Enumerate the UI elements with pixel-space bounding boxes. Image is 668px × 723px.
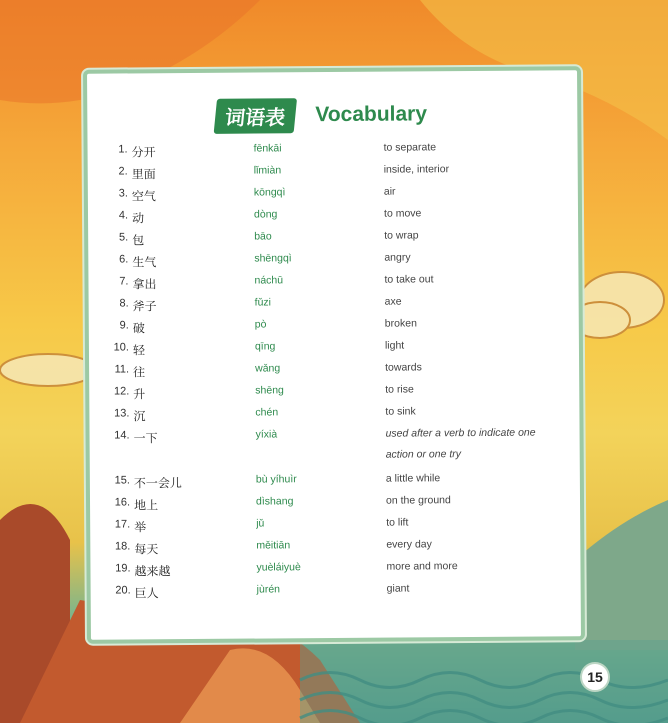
- item-number: 20.: [115, 584, 131, 597]
- item-meaning: axe: [384, 295, 402, 308]
- item-hanzi: 生气: [132, 255, 157, 270]
- item-hanzi: 轻: [132, 343, 146, 358]
- item-meaning: inside, interior: [383, 163, 450, 176]
- item-meaning: to wrap: [384, 229, 419, 242]
- item-pinyin: yuèláiyuè: [256, 561, 301, 574]
- item-number: 4.: [118, 209, 129, 222]
- item-pinyin: jǔ: [256, 517, 265, 530]
- item-pinyin: kōngqì: [253, 186, 286, 199]
- item-meaning: to lift: [386, 516, 409, 529]
- item-meaning: to move: [383, 207, 422, 220]
- item-pinyin: yíxià: [255, 428, 278, 441]
- item-pinyin: měitiān: [256, 539, 291, 552]
- item-hanzi: 里面: [131, 167, 156, 182]
- item-number: 15.: [114, 474, 130, 487]
- item-meaning: to sink: [385, 405, 416, 418]
- item-meaning: air: [383, 185, 396, 198]
- item-pinyin: dòng: [253, 208, 278, 221]
- item-pinyin: shēngqì: [254, 252, 292, 265]
- item-number: 11.: [114, 363, 130, 376]
- title-row: [215, 97, 427, 132]
- item-pinyin: chén: [255, 406, 279, 419]
- vocabulary-panel: [83, 66, 585, 643]
- item-hanzi: 斧子: [132, 299, 157, 314]
- item-hanzi: 一下: [133, 431, 158, 446]
- item-meaning: every day: [386, 538, 432, 551]
- item-pinyin: fēnkāi: [253, 142, 282, 155]
- item-hanzi: 举: [134, 520, 147, 535]
- item-number: 12.: [113, 385, 130, 398]
- item-meaning: giant: [386, 582, 410, 595]
- list-item: [91, 581, 581, 606]
- item-number: 3.: [118, 187, 128, 200]
- item-pinyin: dìshang: [255, 495, 294, 508]
- item-meaning: angry: [384, 251, 411, 264]
- item-number: 14.: [114, 429, 130, 442]
- item-number: 17.: [114, 518, 131, 531]
- item-hanzi: 破: [132, 321, 145, 336]
- item-number: 1.: [118, 143, 128, 156]
- item-hanzi: 动: [131, 211, 145, 226]
- item-pinyin: lǐmiàn: [253, 164, 282, 177]
- item-meaning: towards: [385, 361, 422, 374]
- item-number: 7.: [119, 275, 129, 288]
- item-meaning: broken: [384, 317, 417, 330]
- item-meaning: used after a verb to indicate one action or one try: [385, 426, 536, 461]
- item-hanzi: 空气: [131, 189, 156, 204]
- item-pinyin: bāo: [254, 230, 272, 243]
- list-item: [90, 426, 580, 473]
- item-number: 18.: [114, 540, 131, 553]
- vocabulary-list: [88, 140, 578, 601]
- item-hanzi: 巨人: [134, 586, 159, 601]
- item-meaning: to take out: [384, 273, 434, 286]
- item-meaning: more and more: [386, 560, 458, 573]
- item-meaning: a little while: [385, 472, 441, 485]
- item-hanzi: 不一会儿: [133, 476, 182, 491]
- item-number: 16.: [114, 496, 131, 509]
- item-pinyin: bù yíhuìr: [255, 473, 297, 486]
- item-pinyin: qīng: [254, 340, 276, 353]
- chinese-title-badge: 词语表: [214, 98, 297, 134]
- item-number: 6.: [119, 253, 129, 266]
- item-hanzi: 地上: [133, 498, 159, 513]
- item-pinyin: jùrén: [256, 583, 281, 596]
- item-meaning: light: [384, 339, 405, 352]
- item-pinyin: wǎng: [255, 362, 281, 375]
- item-pinyin: náchū: [254, 274, 284, 287]
- item-pinyin: shēng: [255, 384, 284, 397]
- item-hanzi: 沉: [133, 409, 146, 424]
- item-hanzi: 每天: [134, 542, 159, 557]
- item-number: 13.: [114, 407, 130, 420]
- item-hanzi: 越来越: [134, 564, 171, 579]
- item-number: 9.: [119, 319, 129, 332]
- item-number: 2.: [118, 165, 128, 178]
- item-hanzi: 往: [133, 365, 146, 380]
- item-hanzi: 分开: [131, 145, 156, 160]
- item-hanzi: 升: [133, 387, 146, 402]
- item-pinyin: fǔzi: [254, 296, 272, 309]
- item-hanzi: 包: [132, 233, 145, 248]
- item-number: 10.: [113, 341, 129, 354]
- english-title: Vocabulary: [315, 102, 428, 127]
- item-number: 5.: [118, 231, 129, 244]
- item-hanzi: 拿出: [132, 277, 157, 292]
- item-pinyin: pò: [254, 318, 267, 331]
- item-meaning: on the ground: [385, 494, 451, 507]
- item-meaning: to separate: [383, 141, 437, 154]
- item-number: 19.: [115, 562, 131, 575]
- item-meaning: to rise: [385, 383, 414, 396]
- item-number: 8.: [119, 297, 129, 310]
- page-number: 15: [580, 662, 610, 692]
